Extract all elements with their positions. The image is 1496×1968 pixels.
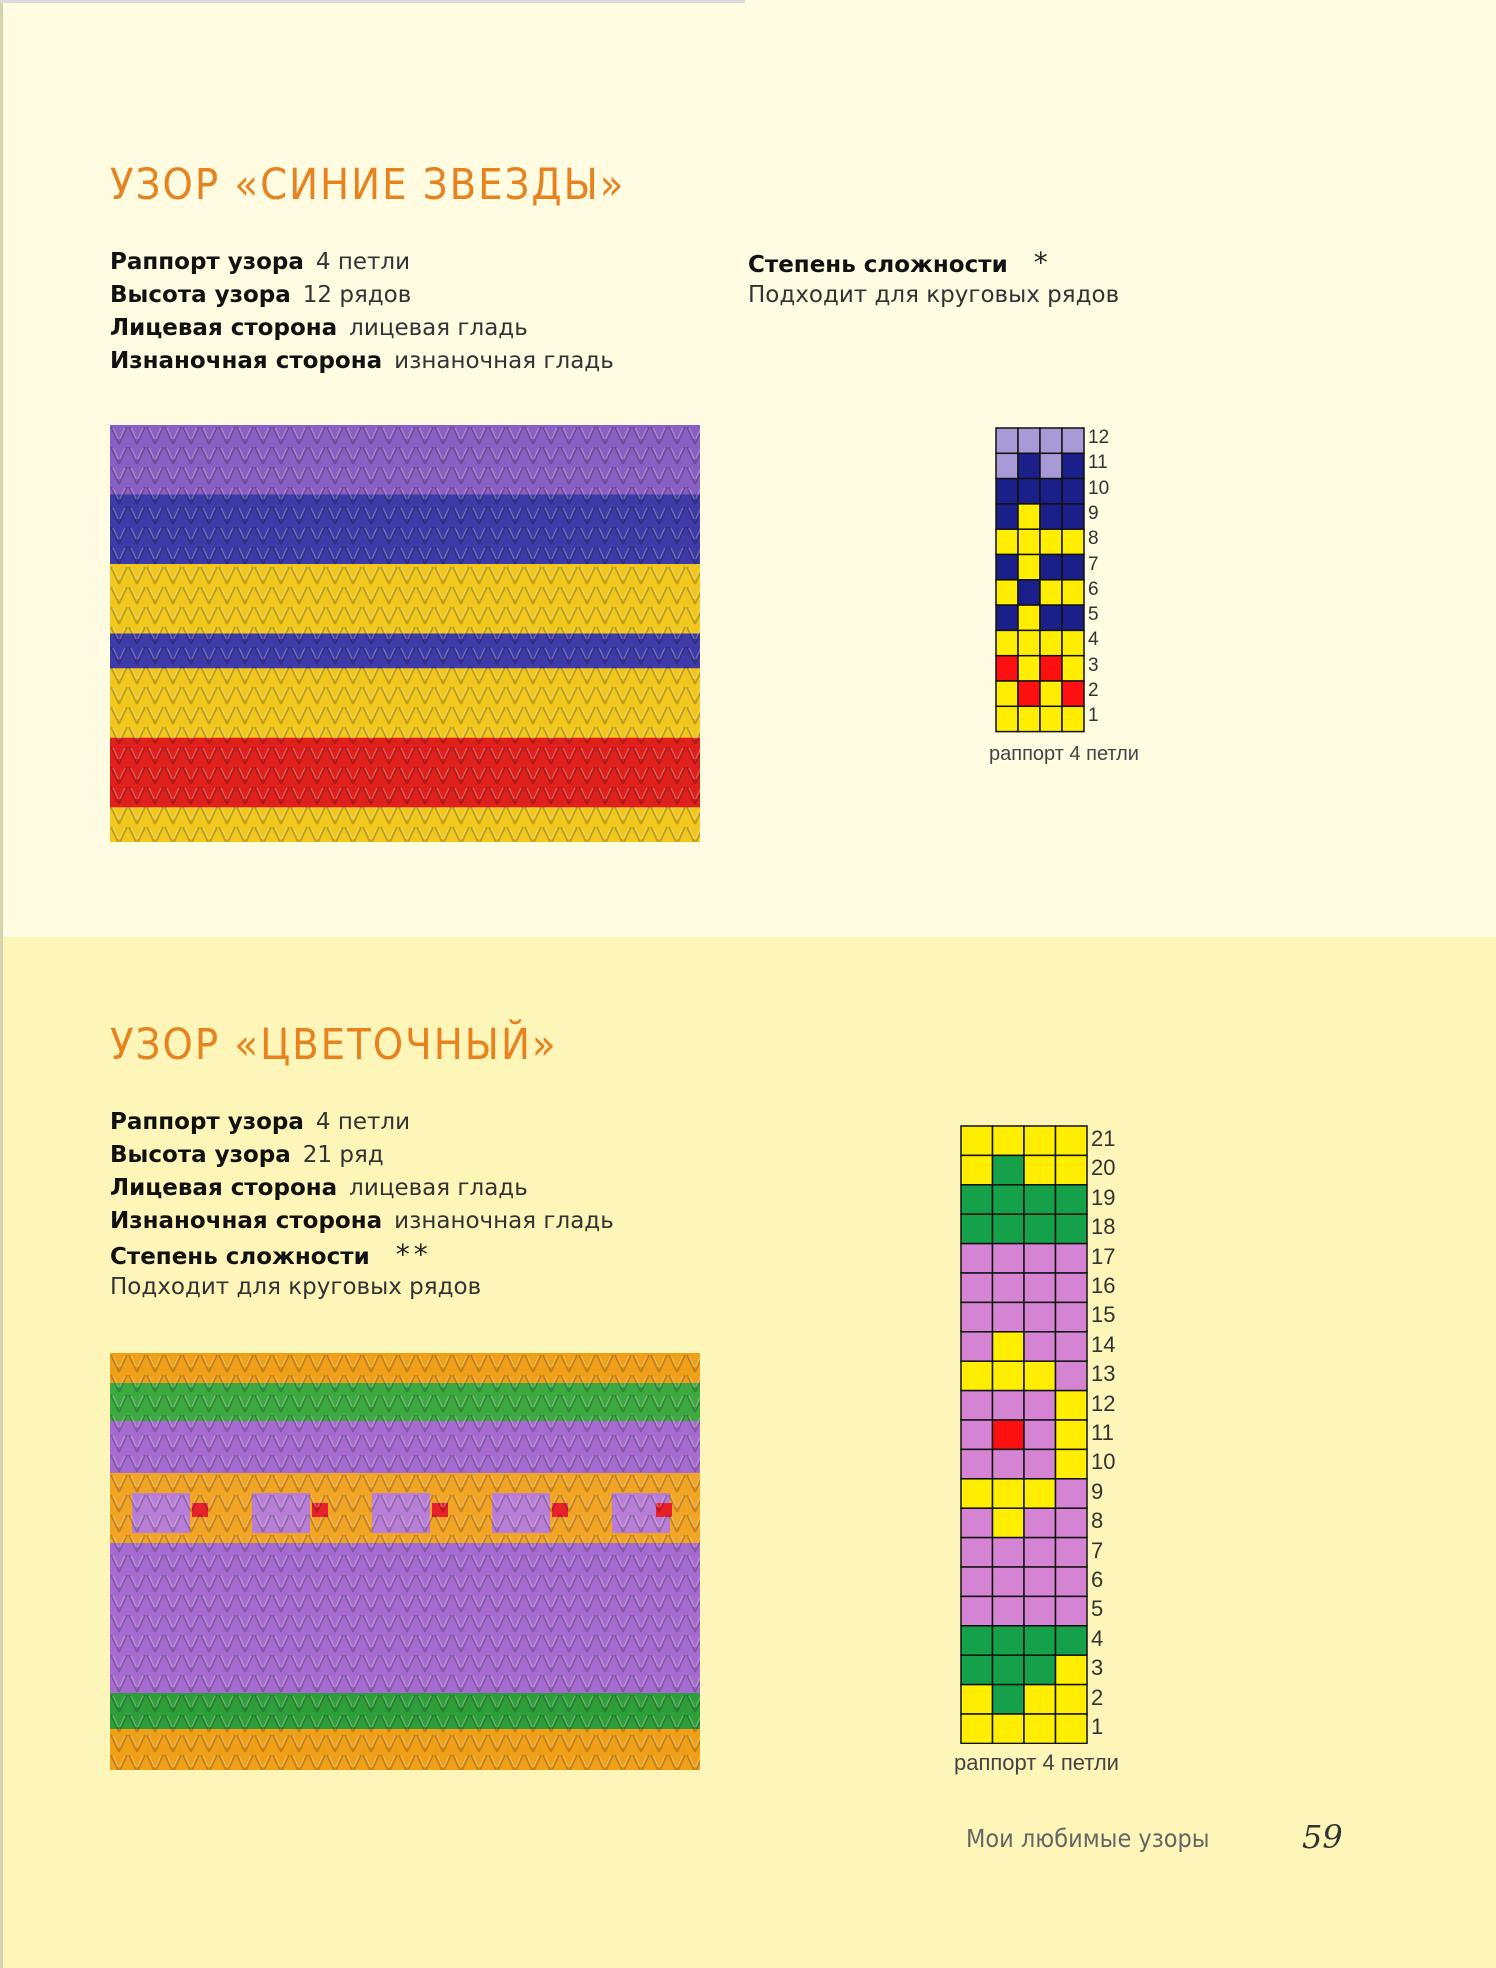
chart-cell	[1024, 1655, 1056, 1684]
chart-cell	[1040, 504, 1062, 529]
chart-row-number: 21	[1091, 1126, 1116, 1151]
chart-cell	[1056, 1567, 1088, 1596]
difficulty-stars: **	[395, 1238, 432, 1271]
chart-cell	[993, 1391, 1025, 1420]
chart-cell	[1040, 605, 1062, 630]
chart-row-number: 6	[1088, 578, 1099, 600]
chart-grid	[995, 427, 1085, 733]
chart-row-number: 19	[1091, 1184, 1116, 1210]
chart-cell	[1062, 529, 1084, 554]
chart-cell	[1040, 656, 1062, 681]
pattern1-spec-back: Изнаночная сторона изнаночная гладь	[110, 348, 614, 374]
chart-cell	[1056, 1449, 1088, 1478]
chart-cell	[996, 453, 1018, 478]
chart-cell	[1018, 706, 1040, 731]
chart-cell	[996, 479, 1018, 504]
chart-row-number: 12	[1091, 1390, 1116, 1416]
chart-row-number: 2	[1088, 680, 1099, 701]
chart-cell	[1018, 504, 1040, 529]
chart-row-number: 3	[1088, 654, 1099, 676]
page-number: 59	[1302, 1818, 1343, 1856]
chart-cell	[1062, 630, 1084, 655]
chart-cell	[1024, 1391, 1056, 1420]
chart-cell	[1056, 1126, 1088, 1155]
chart-cell	[996, 428, 1018, 453]
chart-row-number: 14	[1091, 1331, 1116, 1357]
chart-cell	[1056, 1361, 1088, 1390]
chart-cell	[1056, 1420, 1088, 1449]
chart-cell	[1018, 428, 1040, 453]
chart-cell	[1018, 630, 1040, 655]
chart-cell	[961, 1214, 993, 1243]
chart-cell	[993, 1244, 1025, 1273]
pattern1-spec-front: Лицевая сторона лицевая гладь	[110, 315, 528, 341]
chart-cell	[961, 1302, 993, 1331]
chart-cell	[1018, 555, 1040, 580]
chart-cell	[1024, 1596, 1056, 1625]
chart-row-number: 5	[1088, 604, 1099, 626]
chart-cell	[993, 1449, 1025, 1478]
chart-cell	[961, 1596, 993, 1625]
pattern2-note: Подходит для круговых рядов	[110, 1274, 482, 1300]
pattern1-spec-height: Высота узора 12 рядов	[110, 282, 412, 308]
chart-cell	[1040, 428, 1062, 453]
chart-cell	[993, 1567, 1025, 1596]
chart-cell	[961, 1508, 993, 1537]
chart-cell	[1062, 453, 1084, 478]
chart-cell	[993, 1155, 1025, 1184]
chart-cell	[1056, 1596, 1088, 1625]
chart-cell	[961, 1391, 993, 1420]
pattern1-difficulty: Степень сложности *	[748, 246, 1052, 279]
chart-row-number: 3	[1091, 1655, 1104, 1681]
pattern2-spec-height: Высота узора 21 ряд	[110, 1142, 384, 1168]
chart-cell	[1024, 1244, 1056, 1273]
chart-row-number: 10	[1091, 1449, 1116, 1475]
chart-cell	[996, 630, 1018, 655]
chart-row-number: 7	[1091, 1537, 1104, 1563]
chart-cell	[1056, 1508, 1088, 1537]
chart-cell	[1062, 428, 1084, 453]
chart-cell	[993, 1185, 1025, 1214]
chart-cell	[996, 555, 1018, 580]
chart-row-number: 10	[1088, 477, 1110, 499]
chart-cell	[1018, 529, 1040, 554]
chart-cell	[1024, 1685, 1056, 1714]
chart-cell	[993, 1214, 1025, 1243]
chart-cell	[1024, 1332, 1056, 1361]
chart-cell	[1056, 1244, 1088, 1273]
pattern2-knitted-photo	[110, 1353, 700, 1770]
chart-cell	[961, 1626, 993, 1655]
chart-row-number: 17	[1091, 1243, 1116, 1269]
chart-row-number: 16	[1091, 1273, 1116, 1298]
chart-cell	[1062, 605, 1084, 630]
chart-cell	[961, 1567, 993, 1596]
chart-cell	[1024, 1185, 1056, 1214]
chart-row-number: 4	[1091, 1625, 1104, 1651]
chart-cell	[996, 529, 1018, 554]
pattern1-note: Подходит для круговых рядов	[748, 282, 1120, 308]
pattern1-title: УЗОР «СИНИЕ ЗВЕЗДЫ»	[110, 160, 626, 210]
chart-cell	[1040, 479, 1062, 504]
chart-cell	[1062, 706, 1084, 731]
chart-cell	[1040, 555, 1062, 580]
chart-cell	[993, 1655, 1025, 1684]
chart-row-number: 13	[1091, 1361, 1116, 1387]
chart-cell	[961, 1126, 993, 1155]
chart-cell	[1040, 630, 1062, 655]
chart-cell	[961, 1655, 993, 1684]
chart-caption: раппорт 4 петли	[989, 742, 1139, 765]
chart-cell	[1056, 1655, 1088, 1684]
chart-cell	[1024, 1538, 1056, 1567]
chart-cell	[993, 1538, 1025, 1567]
chart-row-number: 20	[1091, 1155, 1116, 1181]
chart-cell	[993, 1302, 1025, 1331]
chart-cell	[1024, 1714, 1056, 1743]
chart-cell	[1056, 1214, 1088, 1243]
chart-cell	[993, 1479, 1025, 1508]
pattern2-spec-front: Лицевая сторона лицевая гладь	[110, 1175, 528, 1201]
chart-cell	[996, 706, 1018, 731]
chart-cell	[961, 1538, 993, 1567]
chart-cell	[1018, 656, 1040, 681]
chart-cell	[961, 1714, 993, 1743]
chart-row-number: 11	[1091, 1420, 1114, 1445]
chart-cell	[1024, 1155, 1056, 1184]
chart-cell	[961, 1155, 993, 1184]
chart-cell	[996, 504, 1018, 529]
chart-cell	[1062, 656, 1084, 681]
chart-cell	[961, 1332, 993, 1361]
difficulty-stars: *	[1033, 246, 1052, 279]
chart-cell	[961, 1685, 993, 1714]
chart-row-number: 11	[1088, 452, 1108, 474]
chart-row-number: 1	[1088, 705, 1099, 727]
chart-row-number: 9	[1091, 1478, 1104, 1504]
chart-cell	[1056, 1391, 1088, 1420]
chart-cell	[1018, 479, 1040, 504]
chart-cell	[993, 1126, 1025, 1155]
chart-cell	[1056, 1685, 1088, 1714]
chart-cell	[1062, 504, 1084, 529]
chart-cell	[1056, 1714, 1088, 1743]
chart-cell	[961, 1420, 993, 1449]
chart-cell	[1040, 706, 1062, 731]
chart-cell	[1024, 1567, 1056, 1596]
chart-cell	[1062, 681, 1084, 706]
chart-cell	[1062, 580, 1084, 605]
chart-cell	[1056, 1332, 1088, 1361]
chart-cell	[961, 1479, 993, 1508]
chart-cell	[993, 1508, 1025, 1537]
chart-row-number: 9	[1088, 502, 1099, 524]
pattern2-spec-rapport: Раппорт узора 4 петли	[110, 1109, 411, 1135]
chart-cell	[961, 1244, 993, 1273]
chart-cell	[961, 1449, 993, 1478]
pattern1-spec-rapport: Раппорт узора 4 петли	[110, 249, 411, 275]
chart-row-number: 4	[1088, 629, 1099, 651]
chart-cell	[1024, 1626, 1056, 1655]
chart-caption: раппорт 4 петли	[954, 1750, 1119, 1776]
chart-cell	[1024, 1479, 1056, 1508]
chart-cell	[1056, 1302, 1088, 1331]
chart-cell	[1024, 1361, 1056, 1390]
chart-cell	[1056, 1538, 1088, 1567]
pattern2-difficulty: Степень сложности **	[110, 1238, 432, 1271]
chart-cell	[1018, 580, 1040, 605]
footer-section-label: Мои любимые узоры	[966, 1824, 1210, 1853]
chart-cell	[1024, 1273, 1056, 1302]
chart-cell	[961, 1361, 993, 1390]
chart-cell	[1040, 681, 1062, 706]
chart-row-number: 12	[1088, 427, 1110, 448]
chart-row-number: 5	[1091, 1596, 1104, 1622]
chart-row-number: 8	[1091, 1508, 1104, 1534]
chart-row-number: 7	[1088, 553, 1099, 575]
chart-cell	[1062, 479, 1084, 504]
chart-cell	[1024, 1508, 1056, 1537]
chart-row-number: 15	[1091, 1302, 1116, 1328]
chart-cell	[996, 580, 1018, 605]
chart-cell	[1056, 1479, 1088, 1508]
chart-cell	[1018, 605, 1040, 630]
chart-cell	[993, 1685, 1025, 1714]
pattern2-title: УЗОР «ЦВЕТОЧНЫЙ»	[110, 1020, 558, 1070]
chart-cell	[996, 605, 1018, 630]
chart-cell	[993, 1626, 1025, 1655]
chart-cell	[1056, 1273, 1088, 1302]
chart-cell	[993, 1714, 1025, 1743]
chart-cell	[961, 1185, 993, 1214]
chart-cell	[996, 656, 1018, 681]
chart-cell	[993, 1361, 1025, 1390]
chart-row-number: 18	[1091, 1214, 1116, 1240]
chart-cell	[1018, 681, 1040, 706]
chart-row-number: 6	[1091, 1567, 1104, 1592]
chart-row-number: 1	[1091, 1714, 1104, 1739]
chart-cell	[993, 1420, 1025, 1449]
chart-cell	[1024, 1126, 1056, 1155]
chart-cell	[1040, 453, 1062, 478]
chart-cell	[996, 681, 1018, 706]
chart-cell	[993, 1273, 1025, 1302]
pattern1-knitted-photo	[110, 425, 700, 842]
chart-cell	[993, 1332, 1025, 1361]
chart-cell	[961, 1273, 993, 1302]
chart-cell	[1024, 1214, 1056, 1243]
chart-cell	[1024, 1302, 1056, 1331]
chart-cell	[1056, 1626, 1088, 1655]
chart-cell	[1056, 1185, 1088, 1214]
chart-cell	[1024, 1420, 1056, 1449]
chart-cell	[993, 1596, 1025, 1625]
chart-cell	[1056, 1155, 1088, 1184]
chart-cell	[1040, 580, 1062, 605]
chart-cell	[1024, 1449, 1056, 1478]
chart-grid	[960, 1125, 1088, 1744]
chart-cell	[1040, 529, 1062, 554]
chart-row-number: 8	[1088, 528, 1099, 550]
chart-cell	[1018, 453, 1040, 478]
chart-cell	[1062, 555, 1084, 580]
pattern2-spec-back: Изнаночная сторона изнаночная гладь	[110, 1208, 614, 1234]
chart-row-number: 2	[1091, 1684, 1104, 1710]
